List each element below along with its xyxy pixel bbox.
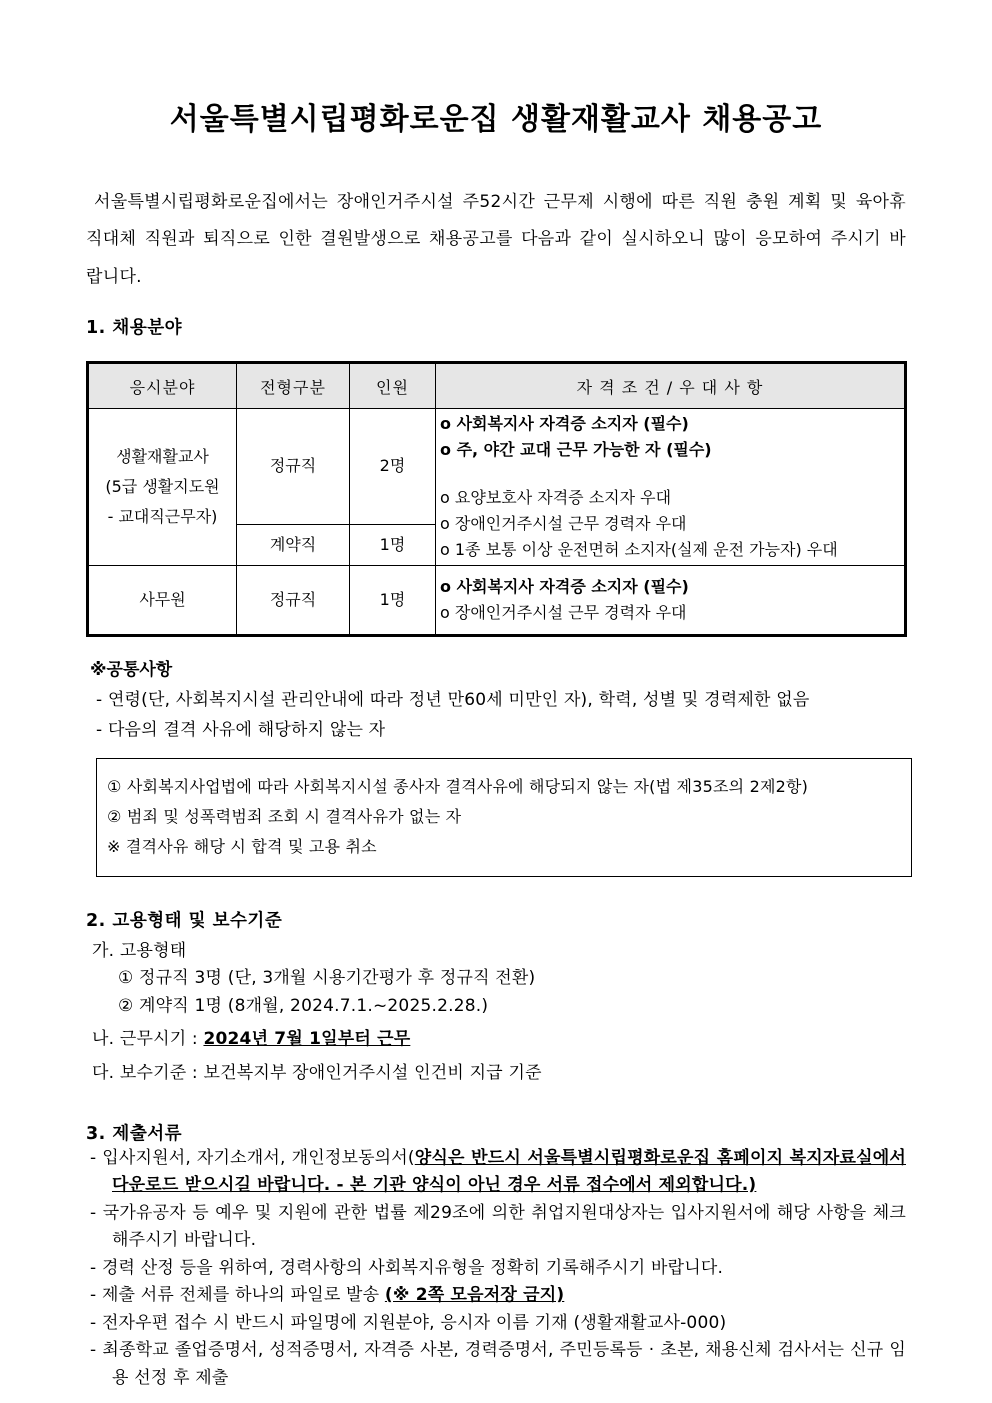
section-heading-documents: 3. 제출서류	[86, 1123, 183, 1144]
cell-job1-type-regular: 정규직	[237, 409, 350, 525]
employment-type-label: 가. 고용형태	[92, 940, 187, 961]
document-item-veterans: - 국가유공자 등 예우 및 지원에 관한 법률 제29조에 의한 취업지원대상자는 입사지원서에 해당 사항을 체크해주시기 바랍니다.	[90, 1202, 906, 1251]
job1-name-line2: (5급 생활지도원	[105, 476, 220, 496]
cell-job2-type: 정규직	[237, 566, 350, 636]
disqualification-line: ① 사회복지사업법에 따라 사회복지시설 종사자 결격사유에 해당되지 않는 자(법 제35조의 2제2항)	[107, 776, 809, 796]
table-header-row	[88, 363, 906, 409]
job1-name-line1: 생활재활교사	[116, 446, 209, 466]
document-item-single-file	[90, 1282, 906, 1310]
common-notes	[86, 655, 906, 746]
table-header-type: 전형구분	[237, 363, 350, 409]
common-note-item: - 연령(단, 사회복지시설 관리안내에 따라 정년 만60세 미만인 자), 학력, 성별 및 경력제한 없음	[96, 690, 810, 711]
section-employment	[86, 907, 906, 1088]
document-item-email: - 전자우편 접수 시 반드시 파일명에 지원분야, 응시자 이름 기재 (생활재활교사-000)	[90, 1312, 727, 1333]
single-file-warning: (※ 2쪽 모음저장 금지)	[384, 1285, 565, 1306]
employment-start-date: 2024년 7월 1일부터 근무	[203, 1029, 411, 1050]
common-notes-heading: ※공통사항	[90, 660, 173, 681]
qual-preferred-line: o 1종 보통 이상 운전면허 소지자(실제 운전 가능자) 우대	[440, 540, 838, 560]
disqualification-line: ※ 결격사유 해당 시 합격 및 고용 취소	[107, 837, 377, 857]
employment-pay-line: 다. 보수기준 : 보건복지부 장애인거주시설 인건비 지급 기준	[92, 1062, 542, 1083]
cell-job1-name	[88, 409, 237, 566]
cell-job1-qualifications	[436, 409, 906, 566]
qual-group-spacer	[440, 463, 900, 485]
employment-type-item: ① 정규직 3명 (단, 3개월 시용기간평가 후 정규직 전환)	[118, 968, 536, 989]
job1-name-line3: - 교대직근무자)	[107, 507, 218, 527]
section-heading-recruitment: 1. 채용분야	[86, 318, 183, 339]
cell-job1-count-regular: 2명	[350, 409, 436, 525]
single-file-prefix: - 제출 서류 전체를 하나의 파일로 발송	[90, 1285, 385, 1306]
common-note-item: - 다음의 결격 사유에 해당하지 않는 자	[96, 719, 386, 740]
doc-title: 서울특별시립평화로운집 생활재활교사 채용공고	[169, 102, 823, 137]
recruitment-table	[86, 361, 907, 637]
table-row-job1-regular	[88, 409, 906, 525]
qual-preferred-line: o 요양보호사 자격증 소지자 우대	[440, 488, 672, 508]
table-row-job2	[88, 566, 906, 636]
document-item-application	[86, 1145, 906, 1200]
disqualification-line: ② 범죄 및 성폭력범죄 조회 시 결격사유가 없는 자	[107, 807, 462, 827]
application-form-notice: 양식은 반드시 서울특별시립평화로운집 홈페이지 복지자료실에서 다운로드 받으시길 바랍니다. - 본 기관 양식이 아닌 경우 서류 접수에서 제외합니다.)	[112, 1147, 906, 1196]
table-header-field: 응시분야	[88, 363, 237, 409]
table-header-count: 인원	[350, 363, 436, 409]
qual-required-line: o 주, 야간 교대 근무 가능한 자 (필수)	[440, 440, 712, 460]
cell-job2-name: 사무원	[88, 566, 237, 636]
qual-preferred-line: o 장애인거주시설 근무 경력자 우대	[440, 603, 687, 623]
qual-preferred-line: o 장애인거주시설 근무 경력자 우대	[440, 514, 687, 534]
qual-required-line: o 사회복지사 자격증 소지자 (필수)	[440, 414, 689, 434]
cell-job1-type-contract: 계약직	[237, 525, 350, 566]
cell-job2-count: 1명	[350, 566, 436, 636]
section-documents	[86, 1120, 906, 1393]
document-item-career: - 경력 산정 등을 위하여, 경력사항의 사회복지유형을 정확히 기록해주시기 바랍니다.	[90, 1257, 724, 1278]
employment-type-item: ② 계약직 1명 (8개월, 2024.7.1.~2025.2.28.)	[118, 995, 489, 1016]
section-heading-employment: 2. 고용형태 및 보수기준	[86, 910, 283, 931]
disqualification-box	[96, 758, 912, 877]
table-header-qualifications: 자 격 조 건 / 우 대 사 항	[436, 363, 906, 409]
cell-job1-count-contract: 1명	[350, 525, 436, 566]
intro-paragraph: 서울특별시립평화로운집에서는 장애인거주시설 주52시간 근무제 시행에 따른 직원 충원 계획 및 육아휴직대체 직원과 퇴직으로 인한 결원발생으로 채용공고를 다음과 같이 실시하오니 많이 응모하여 주시기 바랍니다.	[86, 192, 906, 287]
application-item-prefix: - 입사지원서, 자기소개서, 개인정보동의서(	[90, 1147, 415, 1168]
qual-required-line: o 사회복지사 자격증 소지자 (필수)	[440, 577, 689, 597]
document-item-certificates: - 최종학교 졸업증명서, 성적증명서, 자격증 사본, 경력증명서, 주민등록등 · 초본, 채용신체 검사서는 신규 임용 선정 후 제출	[90, 1340, 906, 1388]
cell-job2-qualifications	[436, 566, 906, 636]
employment-start-prefix: 나. 근무시기 :	[92, 1029, 204, 1050]
employment-start-line	[92, 1026, 906, 1054]
